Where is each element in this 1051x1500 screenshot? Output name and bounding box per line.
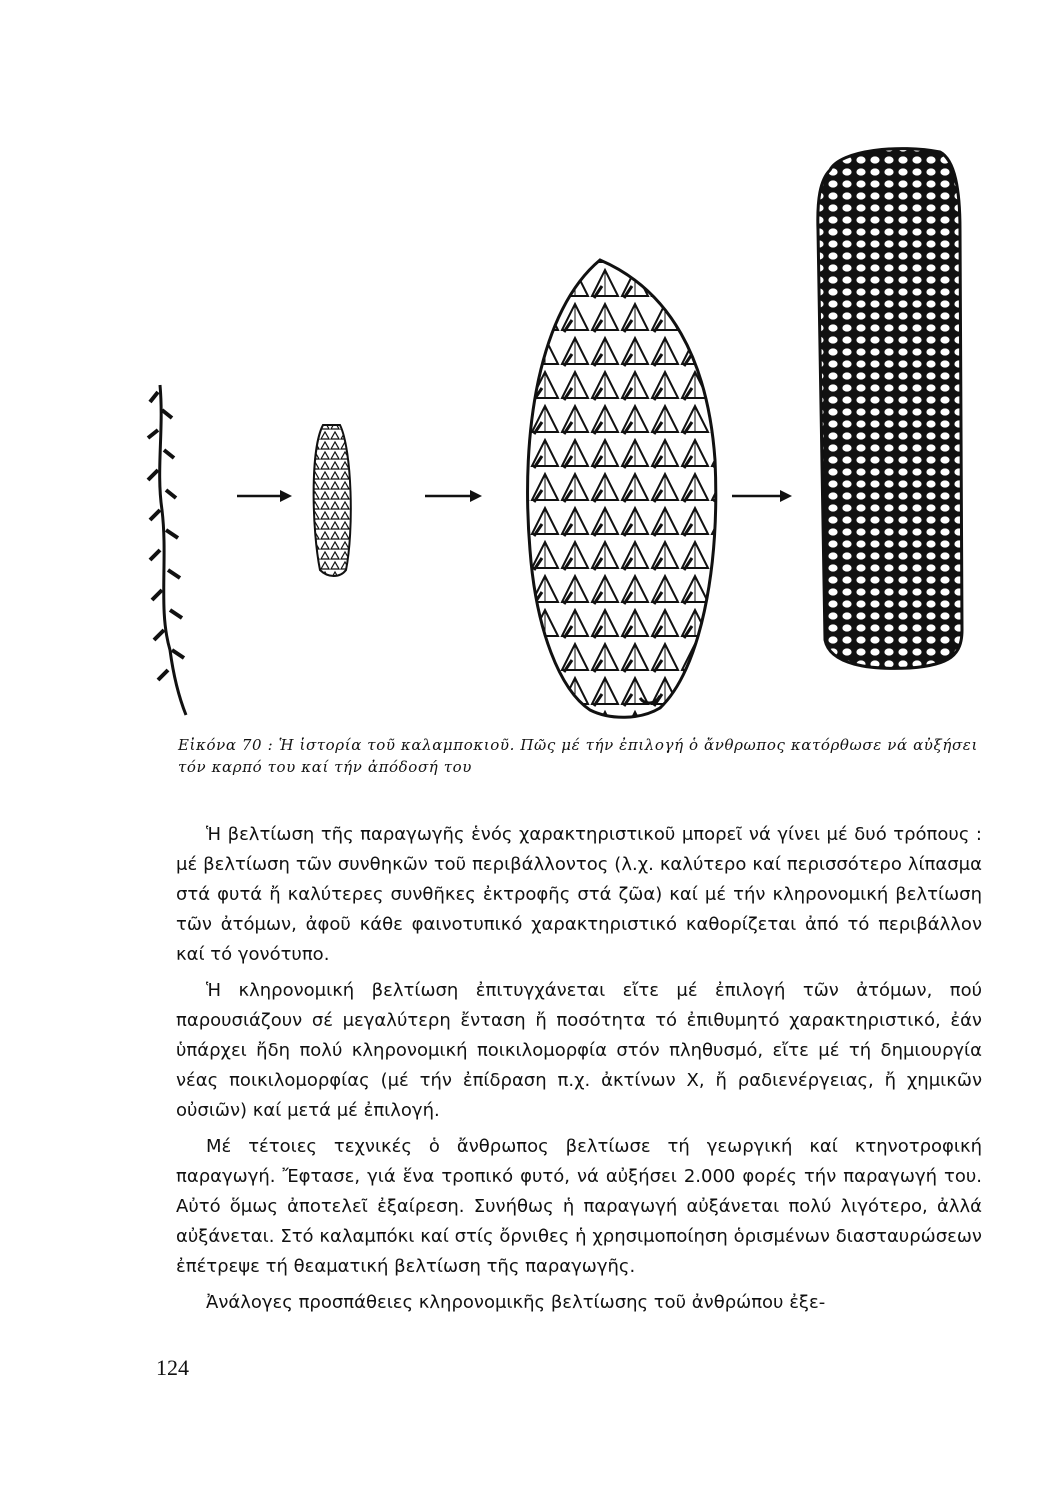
- paragraph: Ἀνάλογες προσπάθειες κληρονομικῆς βελτίωσης τοῦ ἀνθρώπου ἐξε-: [206, 1292, 826, 1313]
- modern-corn-cob: [818, 149, 962, 669]
- ancient-husked-cob: [528, 260, 716, 717]
- caption-label: Εἰκόνα 70 :: [178, 736, 274, 754]
- caption-text: Ἡ ἱστορία τοῦ καλαμποκιοῦ. Πῶς μέ τήν ἐπιλογή ὁ ἄνθρωπος κατόρθωσε νά αὐξήσει τόν καρπό του καί τήν ἀπόδοσή του: [178, 736, 978, 776]
- arrow-icon: [732, 490, 792, 502]
- figure-caption: [178, 734, 978, 778]
- corn-history-figure: [140, 130, 1000, 730]
- body-text: [176, 820, 982, 1324]
- page-number: 124: [156, 1355, 189, 1380]
- arrow-icon: [237, 490, 292, 502]
- primitive-cob: [314, 425, 351, 576]
- paragraph: Ἡ κληρονομική βελτίωση ἐπιτυγχάνεται εἴτε μέ ἐπιλογή τῶν ἀτόμων, πού παρουσιάζουν σέ μεγαλύτερη ἔνταση ἤ ποσότητα τό ἐπιθυμητό χαρακτηριστικό, ἐάν ὑπάρχει ἤδη πολύ κληρονομική ποικιλομορφία στόν πληθυσμό, εἴτε μέ τή δημιουργία νέας ποικιλομορφίας (μέ τήν ἐπίδραση π.χ. ἀκτίνων Χ, ἤ ραδιενέργειας, ἤ χημικῶν οὐσιῶν) καί μετά μέ ἐπιλογή.: [176, 980, 982, 1121]
- arrow-icon: [425, 490, 482, 502]
- paragraph: Ἡ βελτίωση τῆς παραγωγῆς ἑνός χαρακτηριστικοῦ μπορεῖ νά γίνει μέ δυό τρόπους : μέ βελτίωση τῶν συνθηκῶν τοῦ περιβάλλοντος (λ.χ. καλύτερο καί περισσότερο λίπασμα στά φυτά ἤ καλύτερες συνθῆκες ἐκτροφῆς στά ζῶα) καί μέ τήν κληρονομική βελτίωση τῶν ἀτόμων, ἀφοῦ κάθε φαινοτυπικό χαρακτηριστικό καθορίζεται ἀπό τό περιβάλλον καί τό γονότυπο.: [176, 824, 982, 965]
- wild-grass-spike: [148, 385, 186, 715]
- paragraph: Μέ τέτοιες τεχνικές ὁ ἄνθρωπος βελτίωσε τή γεωργική καί κτηνοτροφική παραγωγή. Ἔφτασε, γιά ἕνα τροπικό φυτό, νά αὐξήσει 2.000 φορές τήν παραγωγή του. Αὐτό ὅμως ἀποτελεῖ ἐξαίρεση. Συνήθως ἡ παραγωγή αὐξάνεται πολύ λιγότερο, ἀλλά αὐξάνεται. Στό καλαμπόκι καί στίς ὄρνιθες ἡ χρησιμοποίηση ὁρισμένων διασταυρώσεων ἐπέτρεψε τή θεαματική βελτίωση τῆς παραγωγῆς.: [176, 1136, 982, 1277]
